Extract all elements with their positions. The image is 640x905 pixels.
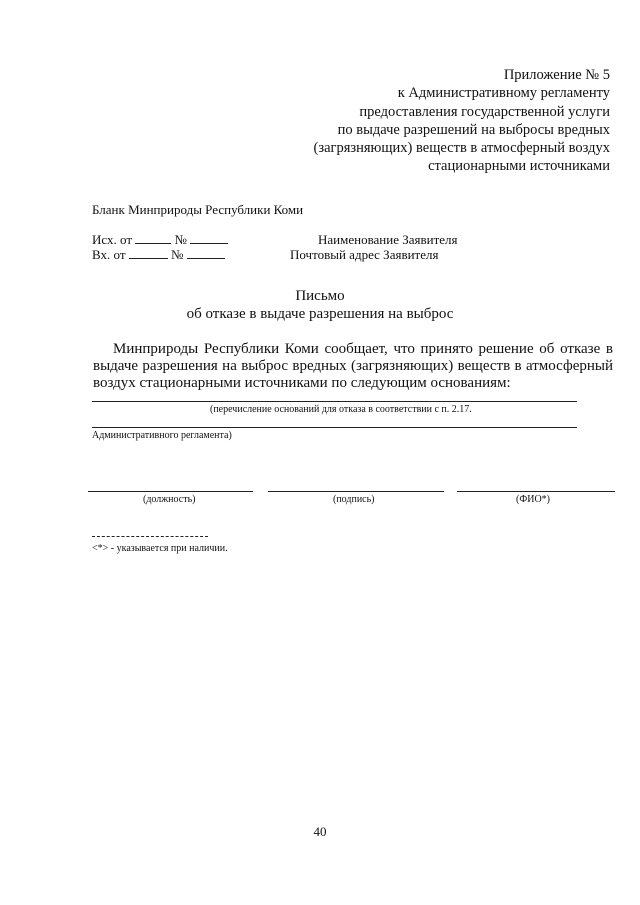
signature-line [268, 491, 444, 492]
position-line [88, 491, 253, 492]
signature-label: (подпись) [333, 494, 375, 505]
incoming-number-blank [187, 248, 225, 259]
appendix-line: к Административному регламенту [397, 85, 610, 102]
incoming-reference [92, 247, 225, 263]
number-sign: № [174, 232, 187, 247]
appendix-line: Приложение № 5 [503, 67, 610, 83]
name-line [457, 491, 615, 492]
position-label: (должность) [143, 494, 196, 505]
letter-subtitle: об отказе в выдаче разрешения на выброс [186, 306, 454, 322]
appendix-line: предоставления государственной услуги [359, 103, 610, 120]
outgoing-number-blank [190, 233, 228, 244]
reasons-hint: (перечисление оснований для отказа в соответствии с п. 2.17. [210, 404, 472, 415]
outgoing-date-blank [135, 233, 171, 244]
appendix-line: по выдаче разрешений на выбросы вредных [337, 121, 610, 138]
incoming-prefix: Вх. от [92, 247, 126, 262]
appendix-line: (загрязняющих) веществ в атмосферный воздух [313, 140, 610, 157]
number-sign: № [171, 247, 184, 262]
footnote-separator [92, 536, 208, 537]
name-label: (ФИО*) [516, 494, 551, 505]
footnote-text: <*> - указывается при наличии. [92, 543, 228, 554]
appendix-header [314, 66, 610, 176]
letter-title: Письмо [295, 288, 345, 304]
outgoing-prefix: Исх. от [92, 232, 132, 247]
appendix-line: стационарными источниками [428, 158, 610, 175]
incoming-date-blank [129, 248, 168, 259]
applicant-name: Наименование Заявителя [318, 232, 458, 247]
reasons-hint-continued: Административного регламента) [92, 430, 232, 441]
reasons-line [92, 427, 577, 428]
applicant-address: Почтовый адрес Заявителя [290, 247, 439, 262]
letterhead-label: Бланк Минприроды Республики Коми [92, 202, 304, 217]
reasons-line [92, 401, 577, 402]
outgoing-reference [92, 232, 228, 248]
page-number: 40 [313, 824, 327, 839]
letter-body: Минприроды Республики Коми сообщает, что принято решение об отказе в выдаче разрешения на выброс вредных (загрязняющих) веществ в атмосферный воздух стационарными источниками по следующим основаниям: [93, 341, 613, 391]
